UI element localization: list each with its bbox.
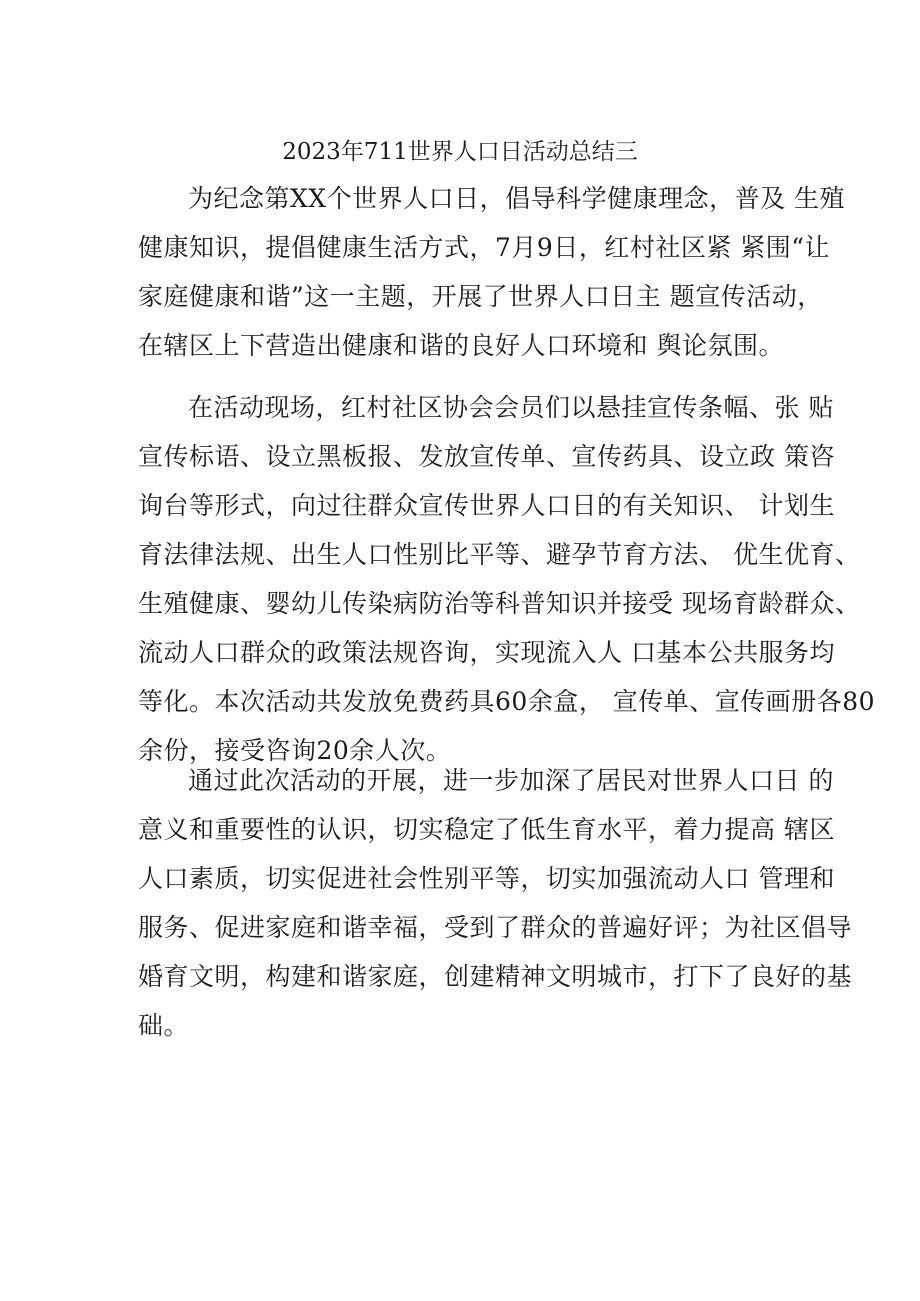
- paragraph-line: 在活动现场，红村社区协会会员们以悬挂宣传条幅、张 贴: [188, 393, 834, 422]
- paragraph-line: 意义和重要性的认识，切实稳定了低生育水平，着力提高 辖区: [138, 815, 835, 844]
- paragraph-line: 生殖健康、婴幼儿传染病防治等科普知识并接受 现场育龄群众、: [138, 589, 861, 618]
- paragraph-line: 服务、促进家庭和谐幸福，受到了群众的普遍好评；为社区倡导: [138, 913, 853, 942]
- paragraph-line: 为纪念第XX个世界人口日，倡导科学健康理念，普及 生殖: [188, 184, 846, 213]
- paragraph-1: [138, 174, 846, 370]
- paragraph-line: 家庭健康和谐”这一主题，开展了世界人口日主 题宣传活动，: [138, 282, 823, 311]
- document-title: 2023年711世界人口日活动总结三: [282, 139, 638, 165]
- paragraph-line: 人口素质，切实促进社会性别平等，切实加强流动人口 管理和: [138, 864, 835, 893]
- paragraph-2: [138, 383, 876, 775]
- paragraph-3: [138, 756, 853, 1050]
- paragraph-line: 等化。本次活动共发放免费药具60余盒， 宣传单、宣传画册各80: [138, 687, 876, 716]
- paragraph-line: 流动人口群众的政策法规咨询，实现流入人 口基本公共服务均: [138, 638, 835, 667]
- paragraph-line: 宣传标语、设立黑板报、发放宣传单、宣传药具、设立政 策咨: [138, 442, 835, 471]
- paragraph-line: 育法律法规、出生人口性别比平等、避孕节育方法、 优生优育、: [138, 540, 861, 569]
- paragraph-line: 婚育文明，构建和谐家庭，创建精神文明城市，打下了良好的基: [138, 962, 853, 991]
- paragraph-line: 健康知识，提倡健康生活方式，7月9日，红村社区紧 紧围“让: [138, 233, 831, 262]
- paragraph-line: 询台等形式，向过往群众宣传世界人口日的有关知识、 计划生: [138, 491, 835, 520]
- paragraph-line: 余份，接受咨询20余人次。: [138, 736, 452, 765]
- paragraph-line: 在辖区上下营造出健康和谐的良好人口环境和 舆论氛围。: [138, 331, 784, 360]
- paragraph-line: 通过此次活动的开展，进一步加深了居民对世界人口日 的: [188, 766, 834, 795]
- paragraph-line: 础。: [138, 1011, 190, 1040]
